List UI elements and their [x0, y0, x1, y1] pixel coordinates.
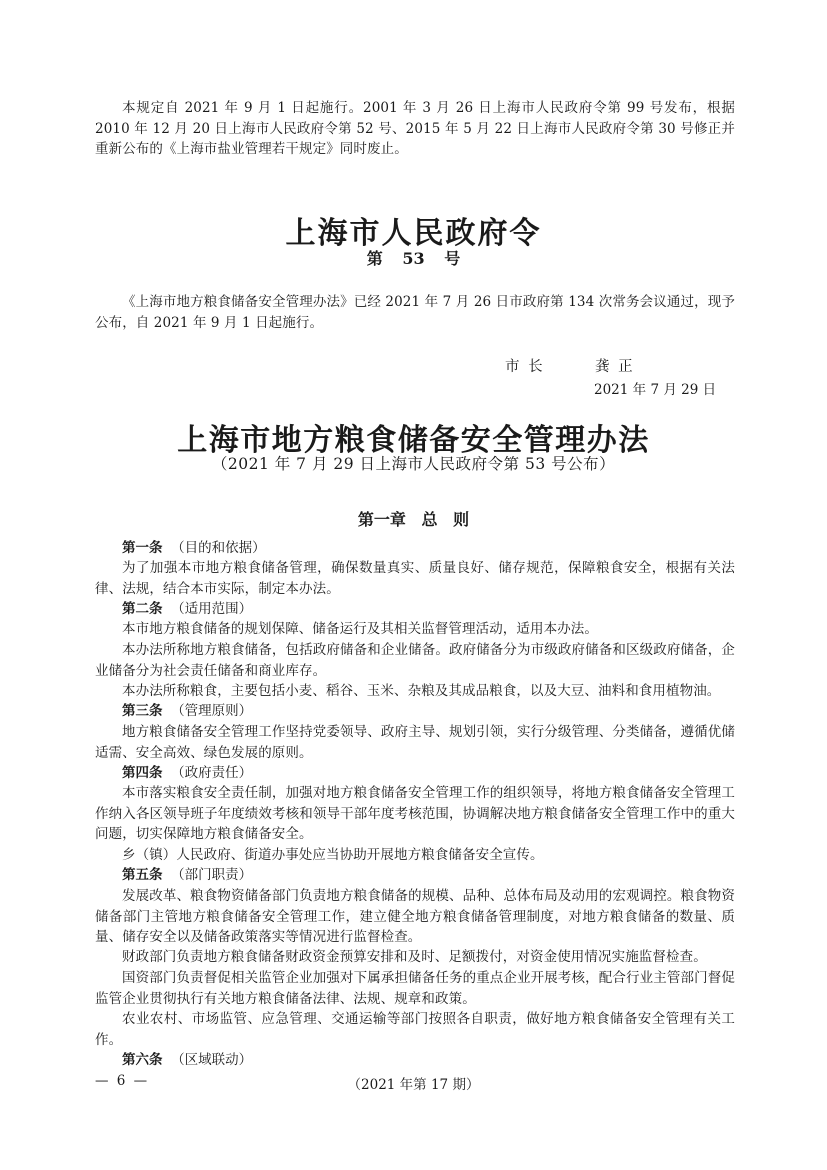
article-3-paragraph: 地方粮食储备安全管理工作坚持党委领导、政府主导、规划引领，实行分级管理、分类储备，遵循优储适需、安全高效、绿色发展的原则。 — [95, 724, 735, 761]
article-number: 第一条 — [122, 540, 163, 556]
article-1-paragraph: 为了加强本市地方粮食储备管理，确保数量真实、质量良好、储存规范，保障粮食安全，根据有关法律、法规，结合本市实际，制定本办法。 — [95, 560, 735, 597]
article-number: 第三条 — [122, 703, 163, 719]
order-title: 上海市人民政府令 — [285, 216, 542, 251]
article-number: 第五条 — [122, 867, 163, 883]
article-topic: （政府责任） — [171, 765, 253, 781]
article-1-heading — [95, 538, 735, 559]
chapter-heading: 第一章 总 则 — [357, 510, 470, 529]
article-5-paragraph-3: 国资部门负责督促相关监管企业加强对下属承担储备任务的重点企业开展考核，配合行业主管部门督促监管企业贯彻执行有关地方粮食储备法律、法规、规章和政策。 — [95, 970, 735, 1007]
article-2-paragraph-1: 本市地方粮食储备的规划保障、储备运行及其相关监督管理活动，适用本办法。 — [122, 621, 598, 637]
intro-paragraph: 本规定自 2021 年 9 月 1 日起施行。2001 年 3 月 26 日上海市人民政府令第 99 号发布，根据 2010 年 12 月 20 日上海市人民政府令第 52 号、2015 年 5 月 22 日上海市人民政府令第 30 号修正并重新公布的《上海市盐业管理若干规定》同时废止。 — [95, 100, 735, 157]
article-2-paragraph-2: 本办法所称地方粮食储备，包括政府储备和企业储备。政府储备分为市级政府储备和区级政府储备，企业储备分为社会责任储备和商业库存。 — [95, 642, 735, 679]
article-4-heading — [95, 763, 735, 784]
article-2-heading — [95, 599, 735, 620]
regulation-title: 上海市地方粮食储备安全管理办法 — [177, 423, 650, 458]
issue-label: （2021 年第 17 期） — [347, 1077, 480, 1093]
article-4-paragraph-2: 乡（镇）人民政府、街道办事处应当协助开展地方粮食储备安全宣传。 — [122, 847, 544, 863]
article-number: 第二条 — [122, 601, 163, 617]
signer-title: 市 长 — [505, 359, 545, 375]
article-topic: （部门职责） — [171, 867, 253, 883]
order-number: 第 53 号 — [366, 249, 461, 268]
article-6-heading — [95, 1050, 735, 1071]
signature-line — [505, 355, 635, 376]
article-5-paragraph-2: 财政部门负责地方粮食储备财政资金预算安排和及时、足额拨付，对资金使用情况实施监督检查。 — [122, 949, 707, 965]
article-4-paragraph-1: 本市落实粮食安全责任制，加强对地方粮食储备安全管理工作的组织领导，将地方粮食储备安全管理工作纳入各区领导班子年度绩效考核和领导干部年度考核范围，协调解决地方粮食储备安全管理工作中的重大问题，切实保障地方粮食储备安全。 — [95, 785, 735, 842]
article-topic: （目的和依据） — [171, 540, 266, 556]
article-5-paragraph-4: 农业农村、市场监管、应急管理、交通运输等部门按照各自职责，做好地方粮食储备安全管理有关工作。 — [95, 1011, 735, 1048]
article-topic: （区域联动） — [171, 1052, 253, 1068]
page-number: — 6 — — [95, 1073, 150, 1089]
order-body: 《上海市地方粮食储备安全管理办法》已经 2021 年 7 月 26 日市政府第 134 次常务会议通过，现予公布，自 2021 年 9 月 1 日起施行。 — [95, 294, 735, 331]
article-topic: （管理原则） — [171, 703, 253, 719]
order-date: 2021 年 7 月 29 日 — [594, 382, 717, 398]
article-5-heading — [95, 865, 735, 886]
article-2-paragraph-3: 本办法所称粮食，主要包括小麦、稻谷、玉米、杂粮及其成品粮食，以及大豆、油料和食用植物油。 — [122, 683, 721, 699]
regulation-subtitle: （2021 年 7 月 29 日上海市人民政府令第 53 号公布） — [211, 455, 616, 473]
article-number: 第四条 — [122, 765, 163, 781]
article-topic: （适用范围） — [171, 601, 253, 617]
article-number: 第六条 — [122, 1052, 163, 1068]
signer-name: 龚 正 — [595, 359, 635, 375]
article-3-heading — [95, 701, 735, 722]
article-5-paragraph-1: 发展改革、粮食物资储备部门负责地方粮食储备的规模、品种、总体布局及动用的宏观调控。粮食物资储备部门主管地方粮食储备安全管理工作，建立健全地方粮食储备管理制度，对地方粮食储备的数量、质量、储存安全以及储备政策落实等情况进行监督检查。 — [95, 888, 735, 945]
